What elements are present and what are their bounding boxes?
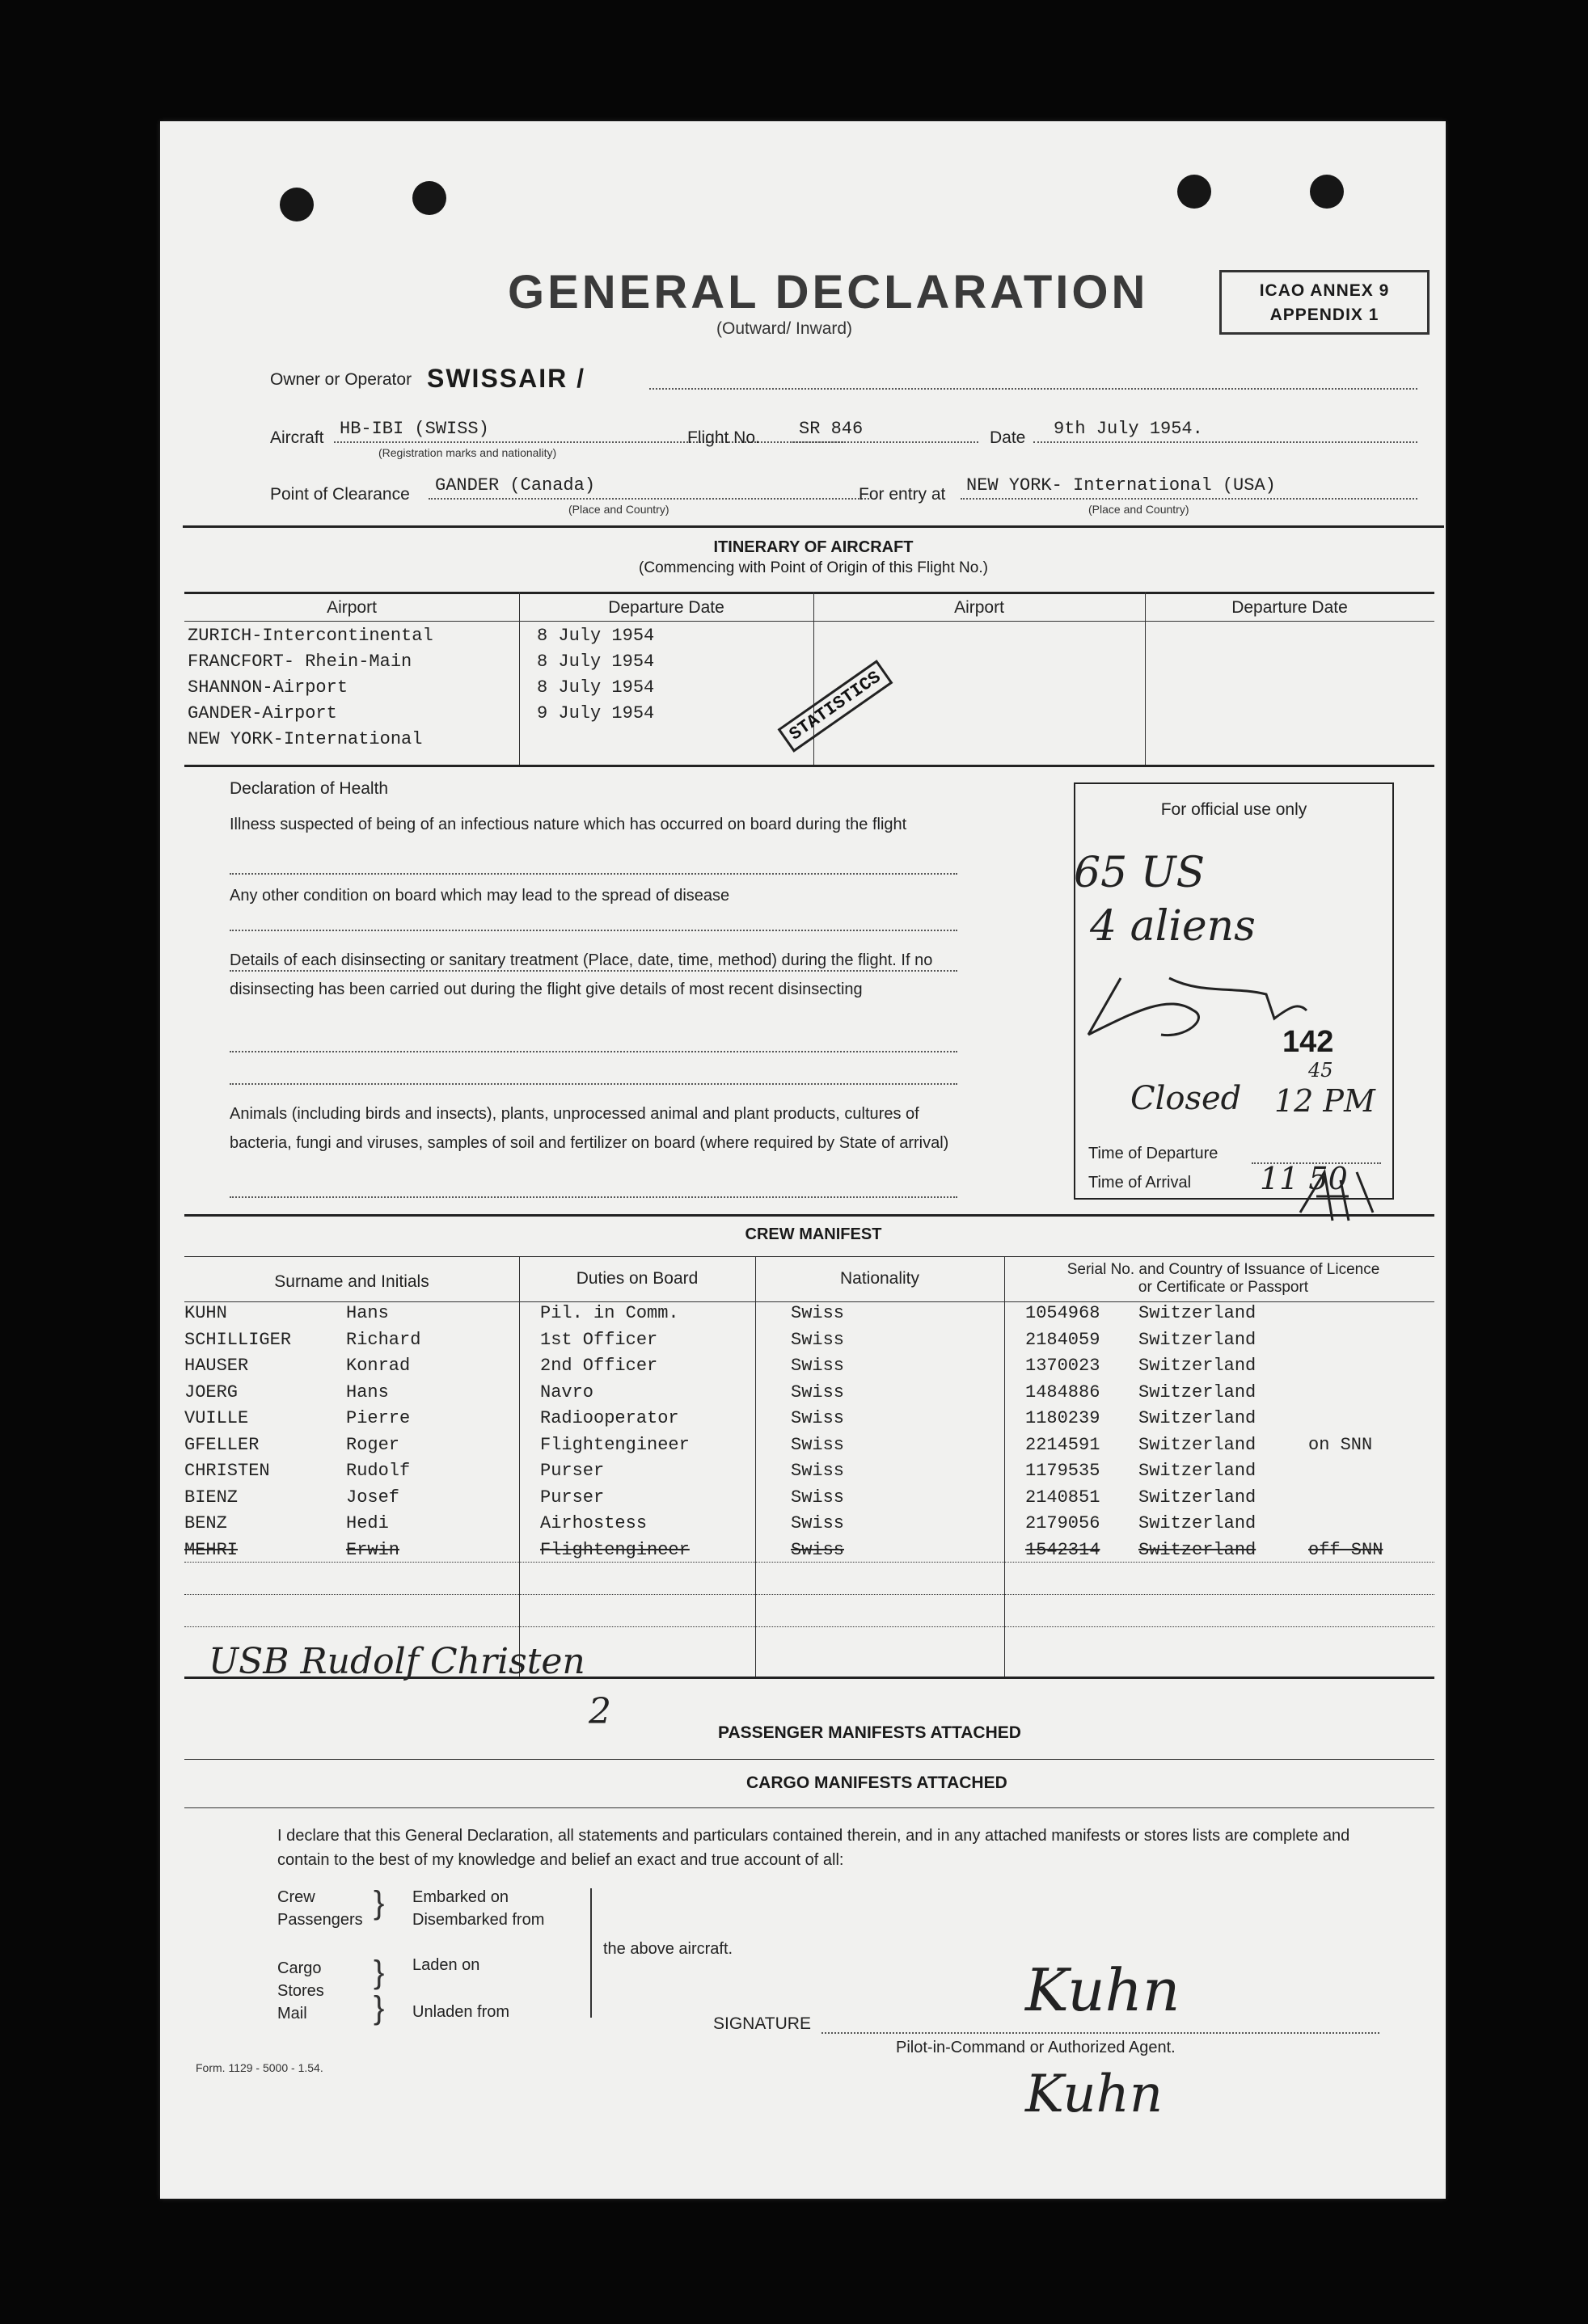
date-line: [1033, 441, 1417, 443]
crew-duty: Flightengineer: [540, 1539, 690, 1560]
crew-first-name: Rudolf: [346, 1461, 411, 1481]
health-disinsecting: Details of each disinsecting or sanitary treatment (Place, date, time, method) during the flight. If no disinsecting has been carried out during the flight give details of most recent disinsecting: [230, 951, 933, 998]
entry-label: For entry at: [859, 485, 946, 504]
crew-title: CREW MANIFEST: [745, 1225, 882, 1243]
crew-nationality: Swiss: [791, 1303, 845, 1323]
clearance-value: GANDER (Canada): [435, 475, 596, 496]
itinerary-col-line: [1145, 592, 1146, 765]
official-hand-closed: Closed: [1130, 1080, 1242, 1117]
crew-serial: 2179056: [1025, 1513, 1100, 1533]
owner-label: Owner or Operator: [270, 370, 412, 389]
crew-country: Switzerland: [1138, 1356, 1256, 1376]
divider: [184, 1807, 1434, 1808]
crew-top-line: [184, 1256, 1434, 1257]
divider: [184, 1214, 1434, 1217]
crew-nationality: Swiss: [791, 1487, 845, 1508]
crew-surname: BENZ: [184, 1513, 227, 1533]
health-line: [230, 1051, 957, 1052]
crew-nationality: Swiss: [791, 1381, 845, 1402]
crew-first-name: Hans: [346, 1303, 389, 1323]
crew-duty: Radiooperator: [540, 1408, 679, 1428]
official-hand-minutes: 45: [1308, 1059, 1333, 1082]
official-hand-count: 65 US: [1074, 849, 1206, 897]
pilot-label: Pilot-in-Command or Authorized Agent.: [896, 2039, 1176, 2056]
crew-first-name: Josef: [346, 1487, 400, 1508]
owner-line: [649, 388, 1417, 390]
document-page: [160, 121, 1446, 2199]
crew-extra-note: on SNN: [1308, 1434, 1373, 1455]
signature-line: [821, 2032, 1379, 2034]
official-initials-scribble: [1072, 962, 1315, 1059]
crew-surname: HAUSER: [184, 1356, 249, 1376]
itinerary-header-line: [184, 621, 1434, 622]
brace-2: }: [374, 1955, 385, 1990]
official-use-title: For official use only: [1160, 800, 1307, 819]
pilot-signature: Kuhn: [1025, 1956, 1180, 2024]
itinerary-airport: ZURICH-Intercontinental: [188, 626, 433, 646]
crew-nationality: Swiss: [791, 1434, 845, 1455]
itinerary-airport: NEW YORK-International: [188, 729, 423, 749]
decl-mail: Mail: [277, 2005, 307, 2022]
decl-disembarked: Disembarked from: [412, 1911, 545, 1929]
itinerary-date: 8 July 1954: [537, 626, 655, 646]
crew-country: Switzerland: [1138, 1487, 1256, 1508]
crew-line: [184, 1594, 1434, 1595]
brace-3: }: [374, 1990, 385, 2026]
itinerary-header-date: Departure Date: [608, 598, 724, 617]
owner-value: SWISSAIR /: [427, 364, 586, 393]
itinerary-date: 9 July 1954: [537, 703, 655, 723]
itinerary-airport: FRANCFORT- Rhein-Main: [188, 652, 412, 672]
crew-nationality: Swiss: [791, 1356, 845, 1376]
page-title: GENERAL DECLARATION: [508, 266, 1149, 318]
aircraft-line: [334, 441, 843, 443]
punch-hole-right-1: [1177, 175, 1211, 209]
crew-nationality: Swiss: [791, 1329, 845, 1350]
aircraft-value: HB-IBI (SWISS): [340, 419, 489, 439]
crew-first-name: Richard: [346, 1329, 421, 1350]
health-illness: Illness suspected of being of an infectious nature which has occurred on board during the flight: [230, 816, 907, 833]
divider: [184, 1759, 1434, 1760]
flight-line: [792, 441, 978, 443]
health-line: [230, 1083, 957, 1085]
crew-serial: 1179535: [1025, 1461, 1100, 1481]
crew-first-name: Pierre: [346, 1408, 411, 1428]
big-brace: [585, 1888, 592, 2018]
decl-aircraft: the above aircraft.: [603, 1940, 733, 1958]
itinerary-header-date-2: Departure Date: [1231, 598, 1348, 617]
crew-first-name: Konrad: [346, 1356, 411, 1376]
decl-crew: Crew: [277, 1888, 315, 1906]
official-hand-aliens: 4 aliens: [1090, 902, 1256, 951]
punch-hole-left-2: [412, 181, 446, 215]
crew-line: [184, 1562, 1434, 1563]
crew-col-line: [519, 1256, 520, 1677]
clearance-line: [429, 498, 869, 500]
crew-surname: MEHRI: [184, 1539, 239, 1560]
official-stamp-number: 142: [1282, 1025, 1334, 1059]
declaration-text: I declare that this General Declaration, all statements and particulars contained therein, and in any attached manifests or stores lists are complete and contain to the best of my knowledge and belief an exact and true account of all:: [277, 1827, 1350, 1869]
itinerary-top-line: [184, 592, 1434, 594]
crew-country: Switzerland: [1138, 1408, 1256, 1428]
crew-surname: CHRISTEN: [184, 1461, 270, 1481]
crew-country: Switzerland: [1138, 1329, 1256, 1350]
crew-duty: Navro: [540, 1381, 594, 1402]
date-value: 9th July 1954.: [1054, 419, 1203, 439]
annex-line2: APPENDIX 1: [1269, 306, 1379, 324]
crew-duty: Purser: [540, 1461, 605, 1481]
clearance-note: (Place and Country): [568, 503, 669, 516]
crew-surname: KUHN: [184, 1303, 227, 1323]
crew-header-line: [184, 1301, 1434, 1302]
crew-nationality: Swiss: [791, 1461, 845, 1481]
health-title: Declaration of Health: [230, 779, 389, 798]
crew-header-serial: Serial No. and Country of Issuance of Licence or Certificate or Passport: [1066, 1261, 1380, 1296]
arrival-time-value: 11 50: [1260, 1161, 1348, 1196]
itinerary-airport: SHANNON-Airport: [188, 677, 348, 698]
crew-col-line: [755, 1256, 756, 1677]
crew-nationality: Swiss: [791, 1539, 845, 1560]
aircraft-note: (Registration marks and nationality): [378, 446, 557, 459]
passenger-manifest-count: 2: [589, 1691, 611, 1732]
punch-hole-left-1: [280, 188, 314, 221]
health-line: [230, 1196, 957, 1198]
crew-serial: 1370023: [1025, 1356, 1100, 1376]
decl-cargo: Cargo: [277, 1959, 322, 1977]
entry-value: NEW YORK- International (USA): [966, 475, 1276, 496]
crew-serial: 1542314: [1025, 1539, 1100, 1560]
form-number: Form. 1129 - 5000 - 1.54.: [196, 2061, 323, 2074]
crew-surname: JOERG: [184, 1381, 239, 1402]
itinerary-col-line: [519, 592, 520, 765]
crew-surname: BIENZ: [184, 1487, 239, 1508]
crew-country: Switzerland: [1138, 1434, 1256, 1455]
crew-duty: 2nd Officer: [540, 1356, 658, 1376]
crew-col-line: [1004, 1256, 1005, 1677]
crew-country: Switzerland: [1138, 1303, 1256, 1323]
crew-serial: 1054968: [1025, 1303, 1100, 1323]
departure-time-label: Time of Departure: [1088, 1145, 1218, 1162]
decl-passengers: Passengers: [277, 1911, 363, 1929]
arrival-time-label: Time of Arrival: [1088, 1174, 1192, 1192]
crew-first-name: Hedi: [346, 1513, 389, 1533]
itinerary-date: 8 July 1954: [537, 652, 655, 672]
crew-extra-note: off SNN: [1308, 1539, 1383, 1560]
crew-country: Switzerland: [1138, 1381, 1256, 1402]
entry-line: [961, 498, 1417, 500]
crew-first-name: Roger: [346, 1434, 400, 1455]
crew-duty: Flightengineer: [540, 1434, 690, 1455]
itinerary-subtitle: (Commencing with Point of Origin of this Flight No.): [639, 559, 988, 576]
crew-serial: 1180239: [1025, 1408, 1100, 1428]
decl-embarked: Embarked on: [412, 1888, 509, 1906]
itinerary-bottom-line: [184, 765, 1434, 767]
crew-header-duties: Duties on Board: [576, 1269, 699, 1288]
crew-first-name: Hans: [346, 1381, 389, 1402]
annex-box: [1219, 270, 1430, 335]
crew-country: Switzerland: [1138, 1539, 1256, 1560]
signature-label: SIGNATURE: [713, 2014, 811, 2033]
crew-header-surname: Surname and Initials: [274, 1272, 429, 1291]
crew-serial: 2140851: [1025, 1487, 1100, 1508]
crew-surname: VUILLE: [184, 1408, 249, 1428]
decl-stores: Stores: [277, 1982, 324, 2000]
brace-1: }: [374, 1885, 385, 1921]
arrival-initials-scribble: [1292, 1164, 1381, 1229]
health-line: [230, 873, 957, 875]
itinerary-header-airport-2: Airport: [954, 598, 1004, 617]
crew-serial: 2214591: [1025, 1434, 1100, 1455]
itinerary-airport: GANDER-Airport: [188, 703, 337, 723]
crew-header-nationality: Nationality: [839, 1269, 920, 1288]
crew-country: Switzerland: [1138, 1513, 1256, 1533]
official-hand-time: 12 PM: [1274, 1083, 1375, 1119]
itinerary-title: ITINERARY OF AIRCRAFT: [713, 538, 914, 556]
itinerary-header-airport: Airport: [327, 598, 377, 617]
page-subtitle: (Outward/ Inward): [716, 319, 853, 338]
cargo-manifests-label: CARGO MANIFESTS ATTACHED: [746, 1774, 1007, 1792]
aircraft-label: Aircraft: [270, 428, 324, 447]
entry-note: (Place and Country): [1088, 503, 1189, 516]
health-line: [230, 930, 957, 931]
divider: [183, 525, 1444, 528]
crew-duty: Pil. in Comm.: [540, 1303, 679, 1323]
flight-value: SR 846: [799, 419, 864, 439]
crew-serial: 2184059: [1025, 1329, 1100, 1350]
crew-duty: 1st Officer: [540, 1329, 658, 1350]
health-animals: Animals (including birds and insects), plants, unprocessed animal and plant products, cultures of bacteria, fungi and viruses, samples of soil and fertilizer on board (where required by State of arrival): [230, 1105, 949, 1152]
date-label: Date: [990, 428, 1026, 447]
second-signature: Kuhn: [1025, 2065, 1164, 2124]
crew-nationality: Swiss: [791, 1513, 845, 1533]
crew-duty: Purser: [540, 1487, 605, 1508]
crew-country: Switzerland: [1138, 1461, 1256, 1481]
decl-laden: Laden on: [412, 1956, 480, 1974]
statistics-stamp: STATISTICS: [778, 660, 893, 753]
punch-hole-right-2: [1310, 175, 1344, 209]
crew-first-name: Erwin: [346, 1539, 400, 1560]
health-condition: Any other condition on board which may lead to the spread of disease: [230, 887, 730, 905]
crew-duty: Airhostess: [540, 1513, 648, 1533]
crew-serial: 1484886: [1025, 1381, 1100, 1402]
passenger-manifests-label: PASSENGER MANIFESTS ATTACHED: [718, 1723, 1021, 1742]
annex-line1: ICAO ANNEX 9: [1259, 281, 1390, 300]
crew-line: [184, 1626, 1434, 1627]
itinerary-col-line: [813, 592, 814, 765]
flight-label: Flight No.: [687, 428, 760, 447]
clearance-label: Point of Clearance: [270, 485, 410, 504]
crew-surname: SCHILLIGER: [184, 1329, 292, 1350]
crew-hand-note: USB Rudolf Christen: [209, 1641, 585, 1682]
decl-unladen: Unladen from: [412, 2003, 510, 2021]
crew-surname: GFELLER: [184, 1434, 260, 1455]
crew-nationality: Swiss: [791, 1408, 845, 1428]
itinerary-date: 8 July 1954: [537, 677, 655, 698]
